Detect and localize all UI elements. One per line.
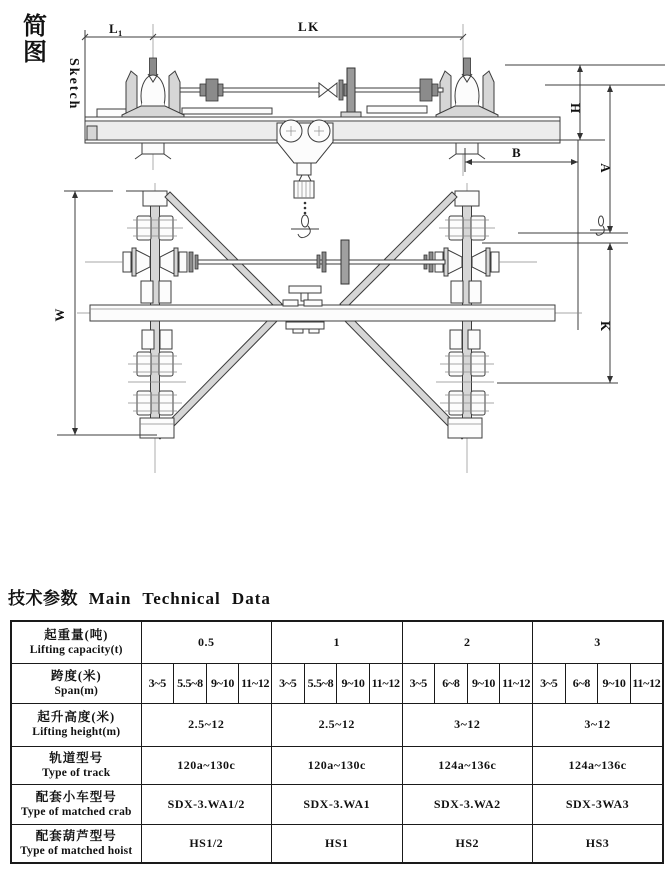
span-value: 11~12	[369, 663, 402, 703]
crab-value: SDX-3WA3	[533, 784, 664, 824]
hoist-value: HS3	[533, 824, 664, 863]
dim-label-h: H	[568, 102, 583, 114]
dim-label-k: K	[598, 320, 613, 332]
row-hoist	[11, 824, 663, 863]
end-truck	[85, 183, 282, 473]
capacity-value: 0.5	[141, 621, 272, 663]
row-label-crab: 配套小车型号 Type of matched crab	[11, 784, 141, 824]
sketch-label-en: Sketch	[66, 58, 81, 111]
row-crab	[11, 784, 663, 824]
span-value: 3~5	[533, 663, 566, 703]
table-title-cn: 技术参数	[8, 589, 78, 608]
hoist-value: HS1	[272, 824, 403, 863]
span-value: 3~5	[141, 663, 174, 703]
hoist-value: HS1/2	[141, 824, 272, 863]
span-value: 9~10	[206, 663, 239, 703]
height-value: 3~12	[533, 703, 664, 746]
beam-end-stop	[87, 126, 97, 140]
height-value: 2.5~12	[272, 703, 403, 746]
row-label-capacity: 起重量(吨) Lifting capacity(t)	[11, 621, 141, 663]
dim-label-l1: L	[109, 21, 118, 36]
sketch-label-cn-2: 图	[23, 40, 47, 66]
row-label-lifting-height: 起升高度(米) Lifting height(m)	[11, 703, 141, 746]
hook-reference	[599, 216, 604, 226]
sketch-label-cn-1: 简	[23, 14, 47, 40]
hoist-block	[294, 181, 314, 198]
capacity-value: 3	[533, 621, 664, 663]
dim-label-l1-sub: 1	[118, 28, 123, 38]
crab-value: SDX-3.WA1/2	[141, 784, 272, 824]
top-dimension-lines	[82, 19, 466, 176]
dim-label-a: A	[598, 163, 613, 173]
crab-value: SDX-3.WA2	[402, 784, 533, 824]
track-value: 124a~136c	[533, 746, 664, 784]
span-value: 11~12	[630, 663, 663, 703]
table-title-en: Main Technical Data	[88, 589, 271, 608]
height-value: 2.5~12	[141, 703, 272, 746]
row-label-track: 轨道型号 Type of track	[11, 746, 141, 784]
hook	[302, 215, 309, 227]
span-value: 6~8	[435, 663, 468, 703]
table-title	[8, 584, 271, 609]
row-capacity	[11, 621, 663, 663]
crab-and-hoist	[277, 120, 333, 238]
dim-label-lk: LK	[298, 19, 320, 34]
row-lifting-height	[11, 703, 663, 746]
row-label-hoist: 配套葫芦型号 Type of matched hoist	[11, 824, 141, 863]
dim-label-b: B	[512, 145, 521, 160]
right-dimensions	[465, 65, 665, 383]
capacity-value: 1	[272, 621, 403, 663]
height-value: 3~12	[402, 703, 533, 746]
span-value: 9~10	[467, 663, 500, 703]
span-value: 9~10	[598, 663, 631, 703]
row-track	[11, 746, 663, 784]
row-label-span: 跨度(米) Span(m)	[11, 663, 141, 703]
runway-wheel-assembly	[122, 58, 184, 159]
span-value: 3~5	[402, 663, 435, 703]
span-value: 3~5	[272, 663, 305, 703]
technical-data-table	[10, 620, 664, 864]
span-value: 5.5~8	[174, 663, 207, 703]
dim-label-w: W	[52, 308, 67, 322]
span-value: 5.5~8	[304, 663, 337, 703]
hoist-value: HS2	[402, 824, 533, 863]
span-value: 9~10	[337, 663, 370, 703]
span-value: 11~12	[500, 663, 533, 703]
track-value: 120a~130c	[272, 746, 403, 784]
track-value: 124a~136c	[402, 746, 533, 784]
span-value: 6~8	[565, 663, 598, 703]
center-post	[347, 68, 355, 112]
span-value: 11~12	[239, 663, 272, 703]
crab-value: SDX-3.WA1	[272, 784, 403, 824]
row-span	[11, 663, 663, 703]
track-value: 120a~130c	[141, 746, 272, 784]
capacity-value: 2	[402, 621, 533, 663]
